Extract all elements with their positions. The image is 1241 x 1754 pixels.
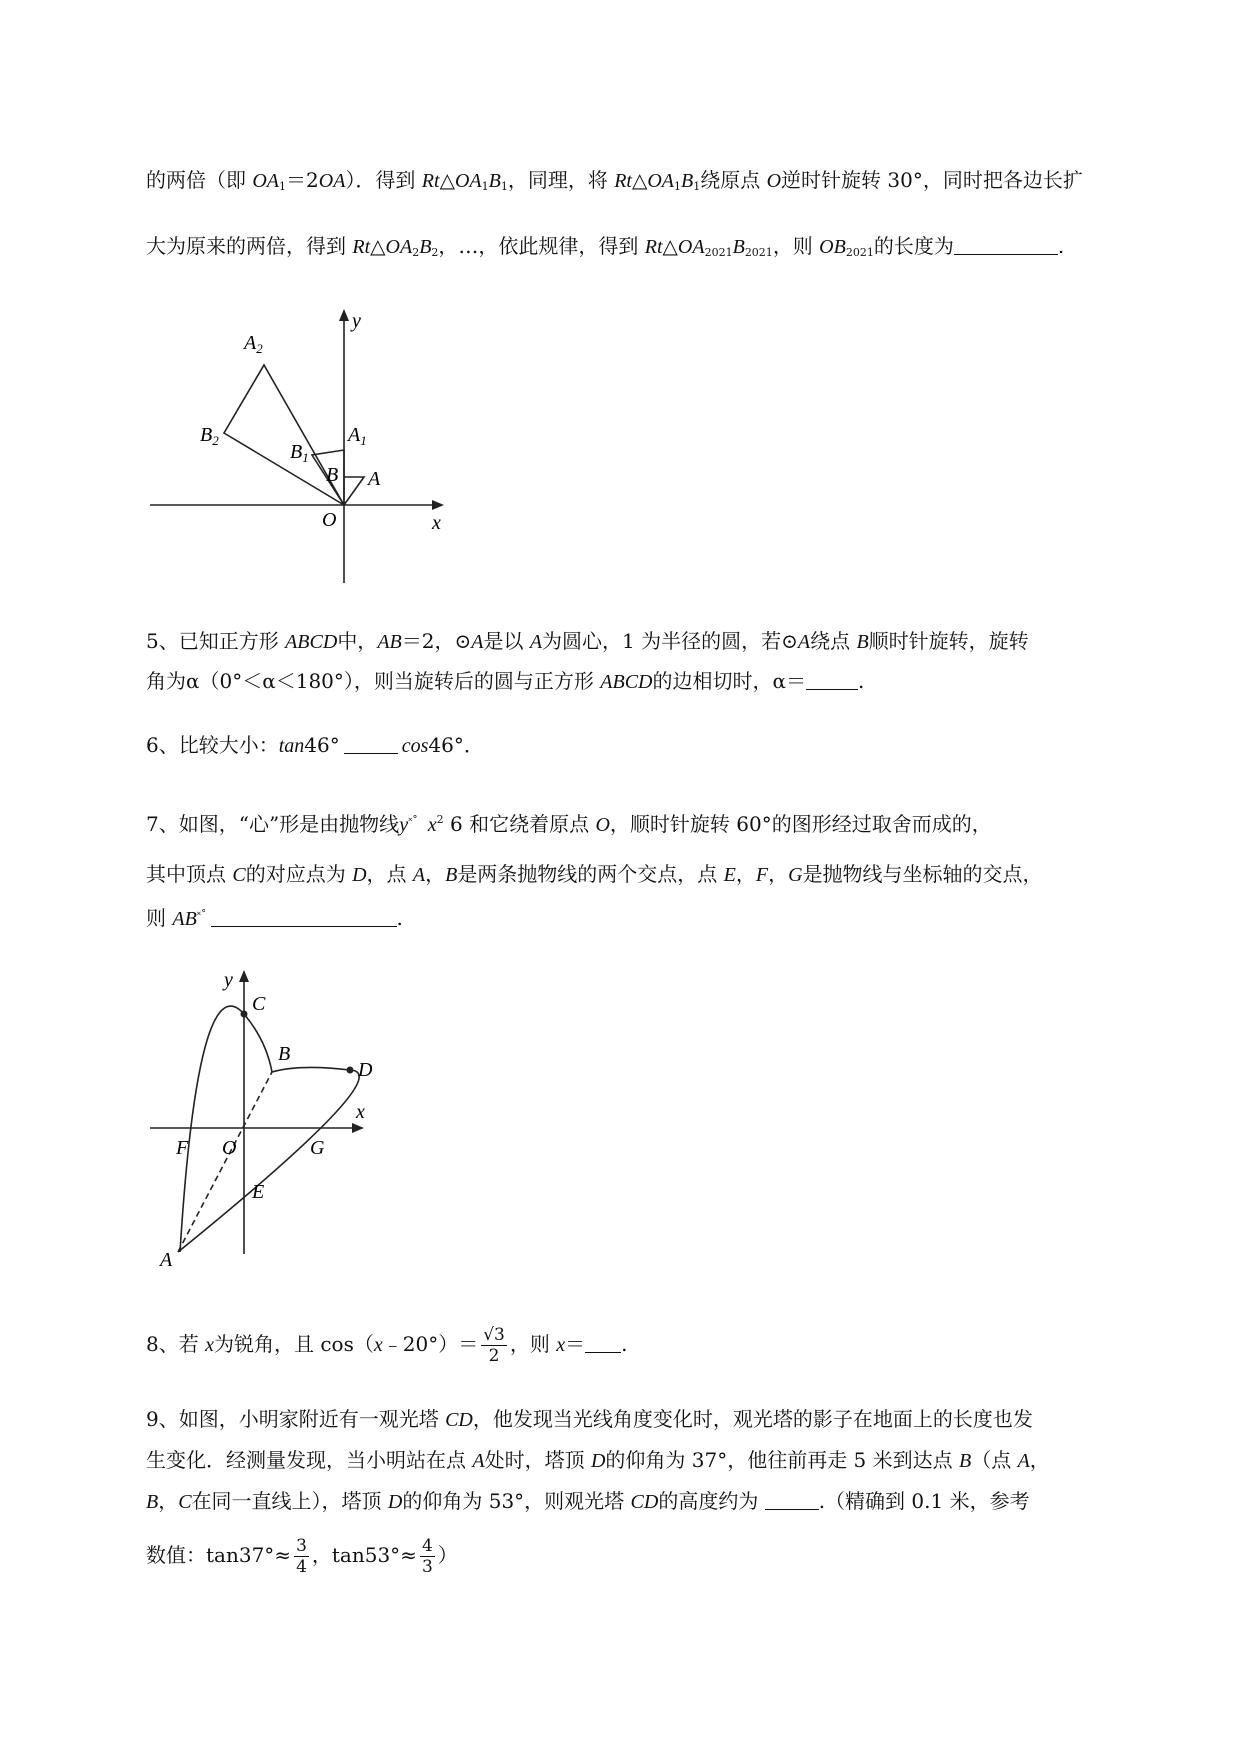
label-f: F — [176, 1137, 189, 1159]
subscript: 1 — [279, 180, 287, 193]
math-cd: CD — [445, 1409, 473, 1431]
subscript: 1 — [481, 180, 489, 193]
text: 的仰角为 37°，他往前再走 5 米到达点 — [605, 1448, 959, 1472]
text: . — [1057, 234, 1065, 258]
text: ，…，依此规律，得到 — [438, 234, 645, 258]
text: ＝ — [565, 1332, 586, 1356]
label-b: B — [326, 464, 339, 486]
math-f: F — [755, 864, 769, 886]
text: ， — [735, 862, 756, 886]
label-c: C — [252, 993, 266, 1015]
text: 的对应点为 — [245, 862, 353, 886]
math-abcd: ABCD — [285, 631, 338, 653]
text: 中， — [337, 629, 378, 653]
math-a: A — [471, 631, 484, 653]
text: 数值：tan37°≈ — [146, 1543, 292, 1567]
math-x: x — [556, 1334, 566, 1356]
math-x: x — [373, 1334, 383, 1356]
x-axis-arrow — [352, 1123, 364, 1133]
math-b: B — [681, 170, 694, 192]
text: ，点 — [366, 862, 413, 886]
text: ，tan53°≈ — [311, 1543, 417, 1567]
math-a: A — [797, 631, 811, 653]
math-a: A — [472, 1450, 485, 1472]
y-axis-arrow — [339, 309, 349, 321]
math-b: B — [959, 1450, 972, 1472]
text: 的仰角为 53°，则观光塔 — [402, 1489, 631, 1513]
subscript: 2 — [431, 246, 439, 259]
label-e: E — [252, 1181, 265, 1203]
math-b: B — [419, 236, 432, 258]
denominator: 4 — [296, 1557, 307, 1577]
label-o: O — [222, 1137, 237, 1159]
math-triangle: △OA — [631, 170, 675, 192]
math-y: y — [399, 814, 409, 836]
math-g: G — [788, 864, 803, 886]
math-cos: cos — [401, 735, 429, 757]
text: ， — [158, 1489, 179, 1513]
q8-line — [146, 1325, 627, 1366]
math-b: B — [856, 631, 869, 653]
subscript: 2 — [412, 246, 420, 259]
text: ＝2，⊙ — [401, 629, 472, 653]
label-g: G — [310, 1137, 325, 1159]
text: 6 和它绕着原点 — [443, 812, 596, 836]
subscript: 2021 — [744, 246, 773, 259]
text: ，同理，将 — [507, 168, 615, 192]
label-d: D — [358, 1059, 373, 1081]
math-a: A — [529, 631, 543, 653]
point-d — [347, 1067, 354, 1074]
text: 顺时针旋转，旋转 — [868, 629, 1029, 653]
label-b2: $B_2$ — [200, 424, 219, 448]
text: 的边相切时，α＝ — [652, 669, 807, 693]
text: . — [858, 669, 865, 693]
numerator: 3 — [296, 1536, 307, 1556]
math-triangle: △OA — [370, 236, 413, 258]
text: ， — [768, 862, 789, 886]
subscript: 1 — [674, 180, 682, 193]
label-y: y — [224, 969, 233, 991]
label-a: A — [160, 1249, 173, 1267]
label-b: B — [278, 1043, 291, 1065]
text: ） — [437, 1543, 458, 1567]
math-a: A — [1017, 1450, 1030, 1472]
math-abcd: ABCD — [600, 671, 653, 693]
q5-line-1 — [146, 627, 1029, 656]
math-oa1: OA — [252, 170, 280, 192]
label-a2: $A_2$ — [244, 332, 263, 356]
text: 为圆心，1 为半径的圆，若⊙ — [542, 629, 798, 653]
math-ob: OB — [819, 236, 846, 258]
text: 是两条抛物线的两个交点，点 — [457, 862, 724, 886]
math-rt: Rt — [644, 236, 663, 258]
math-x: x — [205, 1334, 214, 1356]
q4-line-2 — [146, 232, 1064, 267]
math-rt: Rt — [614, 170, 632, 192]
answer-blank[interactable] — [344, 733, 398, 754]
text: .（精确到 0.1 米，参考 — [818, 1489, 1030, 1513]
math-rt: Rt — [352, 236, 371, 258]
text: 为锐角，且 cos（ — [213, 1332, 374, 1356]
math-b: B — [732, 236, 745, 258]
math-b: B — [146, 1491, 159, 1513]
math-triangle: △OA — [662, 236, 705, 258]
text: ，他发现当光线角度变化时，观光塔的影子在地面上的长度也发 — [472, 1407, 1033, 1431]
denominator: 3 — [421, 1557, 433, 1577]
text: 大为原来的两倍，得到 — [146, 234, 353, 258]
math-b: B — [445, 864, 458, 886]
text: 9、如图，小明家附近有一观光塔 — [146, 1407, 446, 1431]
denominator: 2 — [488, 1346, 500, 1366]
math-o: O — [595, 814, 610, 836]
math-cd: CD — [630, 1491, 659, 1513]
numerator: √3 — [483, 1325, 505, 1345]
math-c: C — [232, 864, 246, 886]
q7-line-1 — [146, 806, 992, 839]
subscript: 1 — [693, 180, 701, 193]
q7-line-3 — [146, 902, 403, 933]
text: 的高度约为 — [658, 1489, 765, 1513]
text: ， — [425, 862, 446, 886]
answer-blank[interactable] — [765, 1489, 819, 1510]
triangle-oab — [344, 477, 364, 505]
text: 的两倍（即 — [146, 168, 253, 192]
text: 处时，塔顶 — [484, 1448, 591, 1472]
text: 在同一直线上），塔顶 — [191, 1489, 388, 1513]
garbled-glyph: ˟˚ — [196, 909, 207, 922]
math-triangle: △OA — [439, 170, 482, 192]
math-d: D — [352, 864, 367, 886]
subscript: 2021 — [704, 246, 733, 259]
q9-line-3 — [146, 1487, 1030, 1516]
x-axis-arrow — [432, 500, 444, 510]
text: 8、若 — [146, 1332, 206, 1356]
text: . — [621, 1332, 628, 1356]
text: ＝2 — [286, 168, 319, 192]
point-c — [241, 1011, 248, 1018]
superscript: 2 — [436, 813, 444, 826]
text: 6、比较大小： — [146, 733, 279, 757]
text: 7、如图，“心”形是由抛物线 — [146, 812, 400, 836]
answer-blank[interactable] — [211, 906, 397, 927]
math-tan: tan — [278, 735, 305, 757]
q5-line-2 — [146, 667, 864, 696]
subscript: 1 — [500, 180, 508, 193]
text: . — [396, 906, 403, 930]
fraction-4-over-3 — [420, 1536, 435, 1577]
text: 逆时针旋转 30°，同时把各边长扩 — [781, 168, 1083, 192]
q4-line-1 — [146, 166, 1083, 201]
parabola-rotated — [178, 1067, 359, 1252]
text: 是以 — [483, 629, 530, 653]
q9-line-2 — [146, 1446, 1050, 1475]
math-c: C — [178, 1491, 192, 1513]
math-rt: Rt — [421, 170, 440, 192]
numerator: 4 — [421, 1536, 433, 1556]
math-o: O — [766, 170, 782, 192]
figure-rotated-triangles — [140, 305, 460, 590]
label-y: y — [352, 310, 361, 332]
text: 生变化．经测量发现，当小明站在点 — [146, 1448, 473, 1472]
label-a1: $A_1$ — [348, 424, 367, 448]
text: 其中顶点 — [146, 862, 233, 886]
text: 角为α（0°＜α＜180°），则当旋转后的圆与正方形 — [146, 669, 601, 693]
q6-line — [146, 731, 484, 760]
text: 绕点 — [810, 629, 857, 653]
figure-heart-parabolas — [140, 962, 400, 1267]
fraction-3-over-4 — [294, 1536, 309, 1577]
math-e: E — [723, 864, 736, 886]
label-b1: $B_1$ — [290, 441, 309, 465]
answer-blank[interactable] — [806, 669, 858, 690]
text: 是抛物线与坐标轴的交点， — [802, 862, 1043, 886]
text: （点 — [971, 1448, 1018, 1472]
math-ab: AB — [172, 908, 197, 930]
q9-line-1 — [146, 1405, 1033, 1434]
label-o: O — [322, 509, 337, 531]
math-d: D — [387, 1491, 403, 1513]
math-x: x — [427, 814, 437, 836]
subscript: 2021 — [845, 246, 874, 259]
math-oa: OA — [318, 170, 346, 192]
text: 5、已知正方形 — [146, 629, 286, 653]
parabola-original — [180, 1006, 272, 1252]
label-x: x — [432, 512, 441, 534]
y-axis-arrow — [239, 970, 249, 982]
q9-line-4 — [146, 1536, 458, 1577]
fraction-sqrt3-over-2 — [481, 1325, 507, 1366]
text: ，则 — [772, 234, 820, 258]
math-a: A — [412, 864, 426, 886]
text: 46° — [304, 733, 340, 757]
answer-blank[interactable] — [585, 1332, 621, 1353]
math-b: B — [488, 170, 501, 192]
text: ， — [1029, 1448, 1050, 1472]
text: ，顺时针旋转 60°的图形经过取舍而成的， — [609, 812, 992, 836]
text: 则 — [146, 906, 173, 930]
text: ，则 — [509, 1332, 557, 1356]
text: 46°． — [428, 733, 484, 757]
text: ﹣20°）＝ — [382, 1332, 479, 1356]
math-ab: AB — [377, 631, 402, 653]
answer-blank[interactable] — [954, 234, 1058, 255]
label-x: x — [356, 1101, 365, 1123]
math-d: D — [590, 1450, 606, 1472]
garbled-glyph: ˟˚ — [408, 815, 418, 828]
q7-line-2 — [146, 860, 1043, 889]
text: ）．得到 — [345, 168, 422, 192]
text: 绕原点 — [700, 168, 767, 192]
text: 的长度为 — [873, 234, 954, 258]
label-a: A — [368, 468, 381, 490]
segment-ab — [178, 1072, 272, 1252]
